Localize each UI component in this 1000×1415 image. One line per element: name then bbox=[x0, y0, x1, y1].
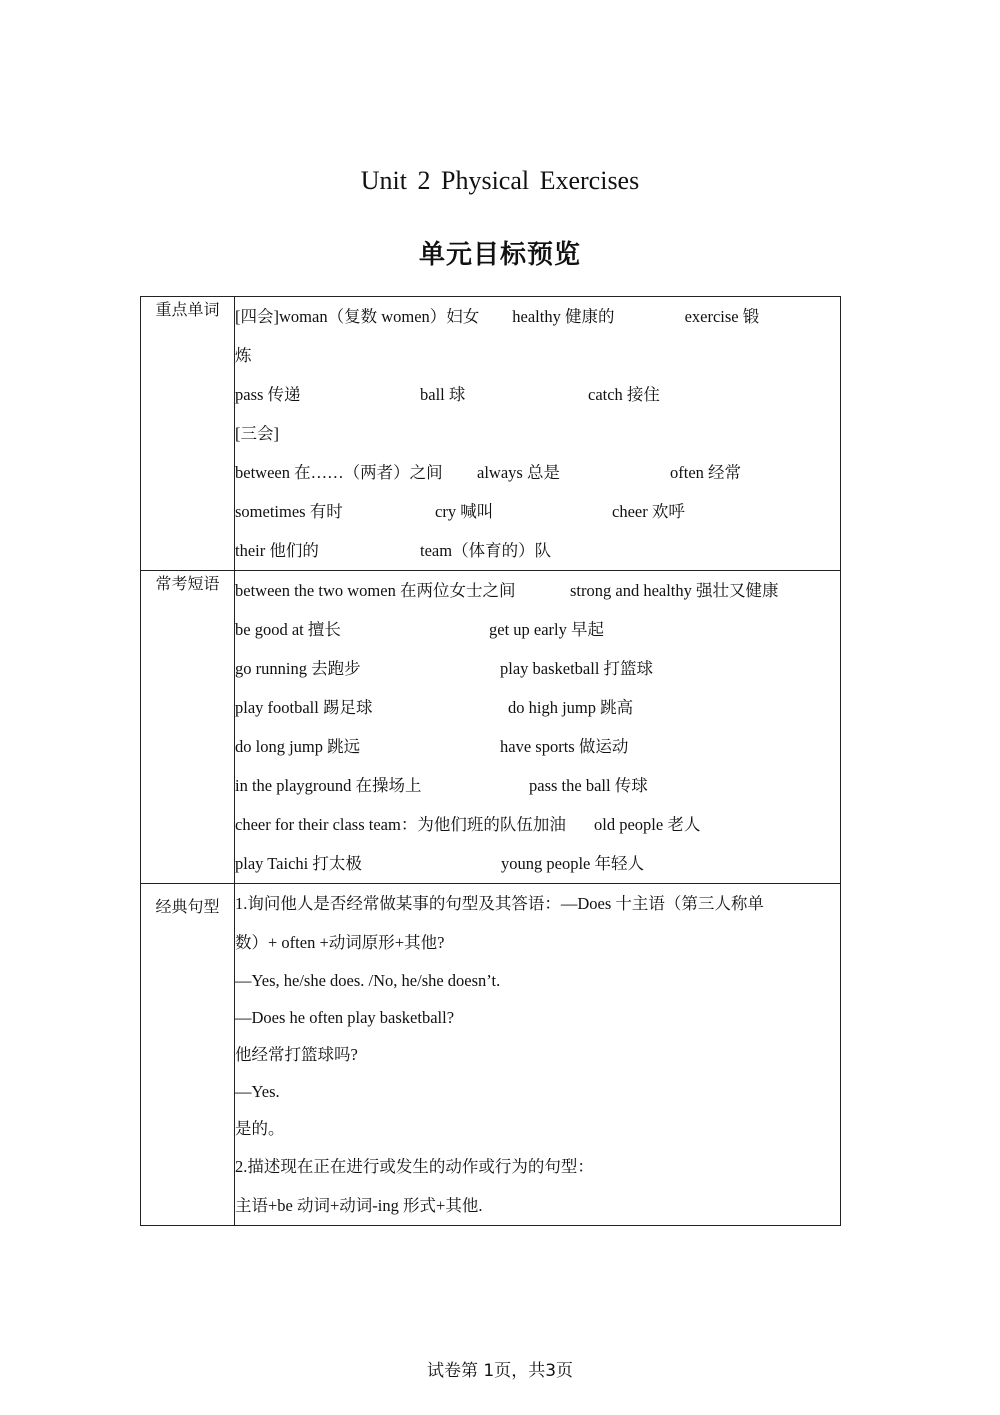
word-item: team（体育的）队 bbox=[420, 541, 552, 560]
key-words-label: 重点单词 bbox=[141, 297, 235, 571]
document-title: Unit 2 Physical Exercises bbox=[360, 166, 640, 195]
words-line bbox=[235, 492, 840, 531]
phrase-item: be good at 擅长 bbox=[235, 620, 341, 639]
word-item: often 经常 bbox=[670, 463, 742, 482]
key-words-content bbox=[235, 297, 841, 571]
key-sentences-label: 经典句型 bbox=[141, 884, 235, 1226]
sentence-line: 数）+ often +动词原形+其他? bbox=[235, 933, 445, 952]
phrase-item: go running 去跑步 bbox=[235, 659, 361, 678]
phrase-item: play Taichi 打太极 bbox=[235, 854, 362, 873]
common-phrases-label: 常考短语 bbox=[141, 571, 235, 884]
sentence-line: —Yes. bbox=[235, 1082, 280, 1101]
key-words-row bbox=[141, 297, 841, 571]
words-line: 炼 bbox=[235, 346, 252, 365]
word-item: catch 接住 bbox=[588, 385, 660, 404]
word-item: always 总是 bbox=[477, 463, 560, 482]
word-item: ball 球 bbox=[420, 385, 466, 404]
phrase-item: old people 老人 bbox=[594, 815, 701, 834]
phrase-item: get up early 早起 bbox=[489, 620, 605, 639]
phrase-item: play basketball 打篮球 bbox=[500, 659, 654, 678]
phrase-item: between the two women 在两位女士之间 bbox=[235, 581, 516, 600]
words-line: [四会]woman（复数 women）妇女 healthy 健康的 exercise 锻 bbox=[235, 307, 760, 326]
phrase-item: do long jump 跳远 bbox=[235, 737, 361, 756]
phrase-line bbox=[235, 805, 840, 844]
sentence-line: 主语+be 动词+动词-ing 形式+其他. bbox=[235, 1196, 483, 1215]
unit-overview-table bbox=[140, 296, 841, 1226]
phrase-line bbox=[235, 844, 840, 883]
word-item: their 他们的 bbox=[235, 541, 319, 560]
phrase-item: play football 踢足球 bbox=[235, 698, 373, 717]
phrase-item: cheer for their class team：为他们班的队伍加油 bbox=[235, 815, 566, 834]
common-phrases-content bbox=[235, 571, 841, 884]
phrase-line bbox=[235, 610, 840, 649]
phrase-item: strong and healthy 强壮又健康 bbox=[570, 581, 779, 600]
key-sentences-row bbox=[141, 884, 841, 1226]
section-heading: 单元目标预览 bbox=[418, 240, 581, 270]
phrase-line bbox=[235, 649, 840, 688]
phrase-item: have sports 做运动 bbox=[500, 737, 629, 756]
key-sentences-content bbox=[235, 884, 841, 1226]
phrase-line bbox=[235, 571, 840, 610]
words-line bbox=[235, 375, 840, 414]
phrase-item: pass the ball 传球 bbox=[529, 776, 648, 795]
words-line bbox=[235, 453, 840, 492]
sentence-line: —Yes, he/she does. /No, he/she doesn’t. bbox=[235, 971, 501, 990]
page-footer: 试卷第 1页，共3页 bbox=[426, 1361, 574, 1381]
sentence-line: 1.询问他人是否经常做某事的句型及其答语：—Does 十主语（第三人称单 bbox=[235, 894, 764, 913]
phrase-item: young people 年轻人 bbox=[501, 854, 644, 873]
word-item: cry 喊叫 bbox=[435, 502, 494, 521]
phrase-line bbox=[235, 727, 840, 766]
words-line bbox=[235, 531, 840, 570]
sentence-line: 是的。 bbox=[235, 1119, 285, 1138]
phrase-line bbox=[235, 688, 840, 727]
word-item: pass 传递 bbox=[235, 385, 301, 404]
word-item: cheer 欢呼 bbox=[612, 502, 685, 521]
phrase-item: in the playground 在操场上 bbox=[235, 776, 422, 795]
word-item: sometimes 有时 bbox=[235, 502, 343, 521]
sentence-line: 2.描述现在正在进行或发生的动作或行为的句型： bbox=[235, 1157, 594, 1176]
common-phrases-row bbox=[141, 571, 841, 884]
sentence-line: 他经常打篮球吗? bbox=[235, 1045, 358, 1064]
word-item: between 在……（两者）之间 bbox=[235, 463, 443, 482]
words-line: [三会] bbox=[235, 424, 279, 443]
phrase-item: do high jump 跳高 bbox=[508, 698, 634, 717]
sentence-line: —Does he often play basketball? bbox=[235, 1008, 455, 1027]
phrase-line bbox=[235, 766, 840, 805]
